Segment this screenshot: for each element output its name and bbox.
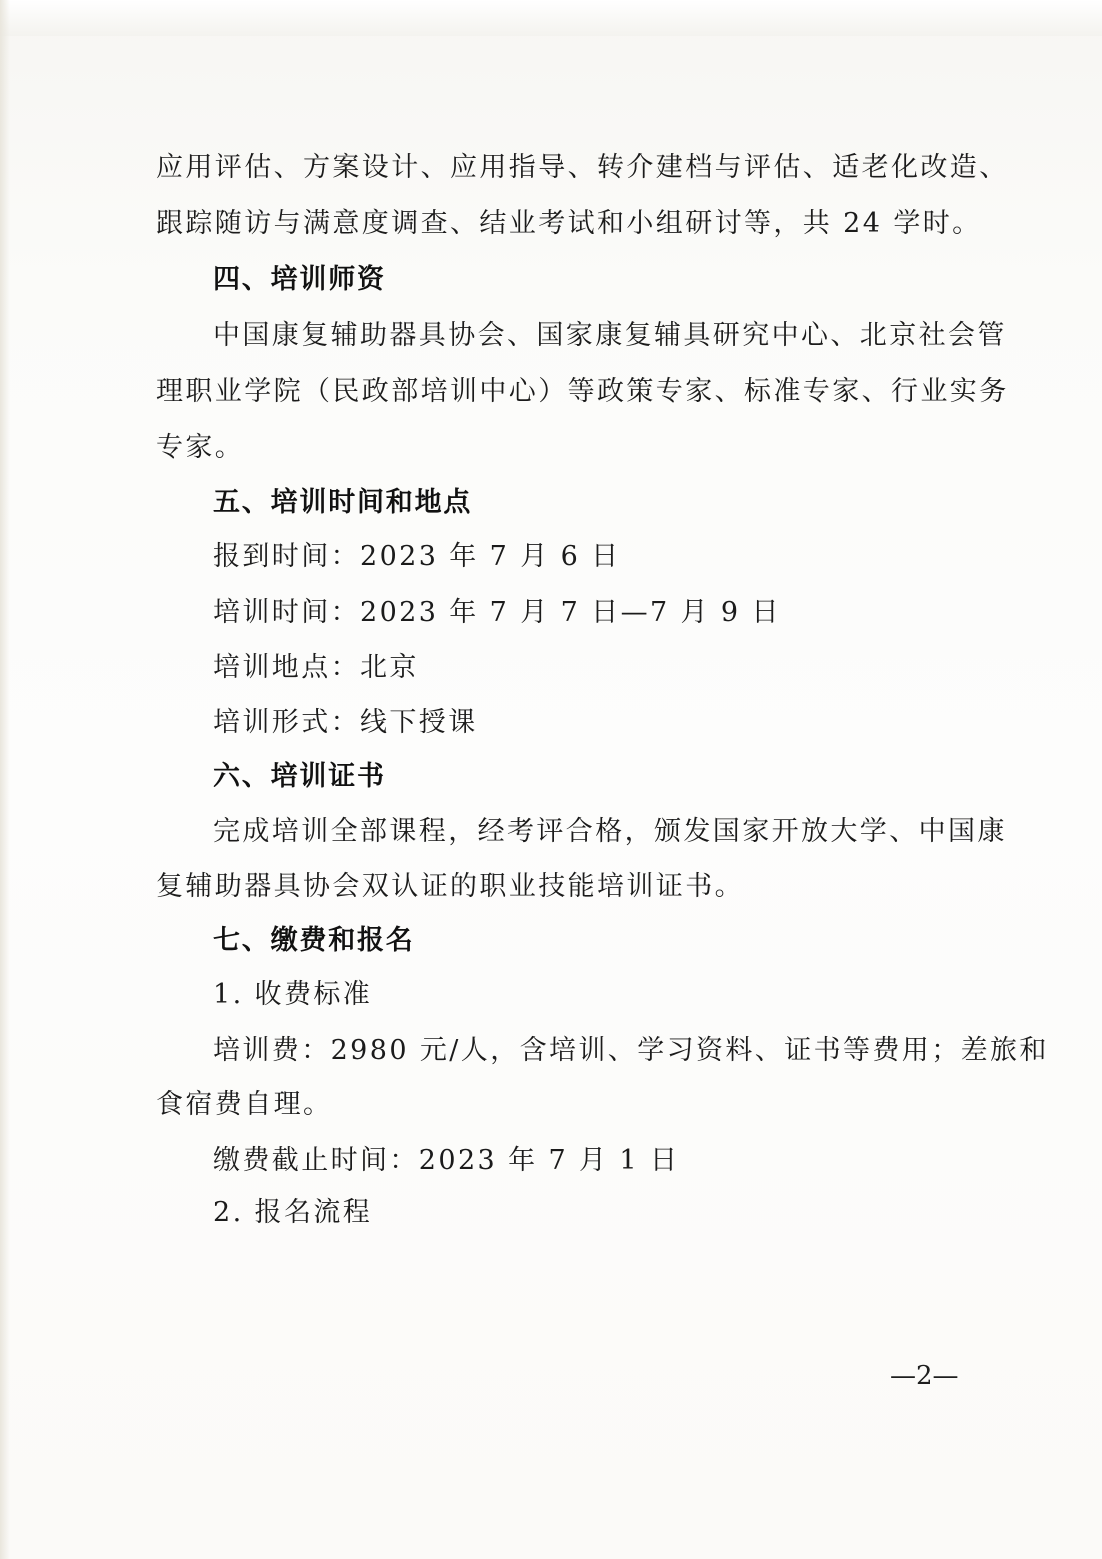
body-line: 应用评估、方案设计、应用指导、转介建档与评估、适老化改造、 (156, 152, 1009, 183)
page-number: —2— (890, 1361, 959, 1391)
body-line: 培训费：2980 元/人，含培训、学习资料、证书等费用；差旅和 (213, 1035, 1049, 1066)
body-line: 跟踪随访与满意度调查、结业考试和小组研讨等，共 24 学时。 (156, 208, 982, 239)
body-line: 1. 收费标准 (213, 979, 373, 1010)
body-line: 中国康复辅助器具协会、国家康复辅具研究中心、北京社会管 (213, 320, 1007, 351)
body-line: 报到时间：2023 年 7 月 6 日 (213, 541, 621, 572)
body-line: 食宿费自理。 (156, 1089, 333, 1120)
section-heading: 六、培训证书 (213, 761, 386, 792)
body-line: 缴费截止时间：2023 年 7 月 1 日 (213, 1145, 680, 1176)
body-line: 完成培训全部课程，经考评合格，颁发国家开放大学、中国康 (213, 816, 1007, 847)
body-line: 复辅助器具协会双认证的职业技能培训证书。 (156, 871, 744, 902)
body-line: 2. 报名流程 (213, 1197, 373, 1228)
section-heading: 四、培训师资 (213, 264, 386, 295)
body-line: 理职业学院（民政部培训中心）等政策专家、标准专家、行业实务 (156, 376, 1009, 407)
body-line: 专家。 (156, 432, 245, 463)
section-heading: 七、缴费和报名 (213, 925, 415, 956)
body-line: 培训形式：线下授课 (213, 707, 478, 738)
body-line: 培训地点：北京 (213, 652, 419, 683)
section-heading: 五、培训时间和地点 (213, 487, 473, 518)
body-line: 培训时间：2023 年 7 月 7 日—7 月 9 日 (213, 597, 781, 628)
